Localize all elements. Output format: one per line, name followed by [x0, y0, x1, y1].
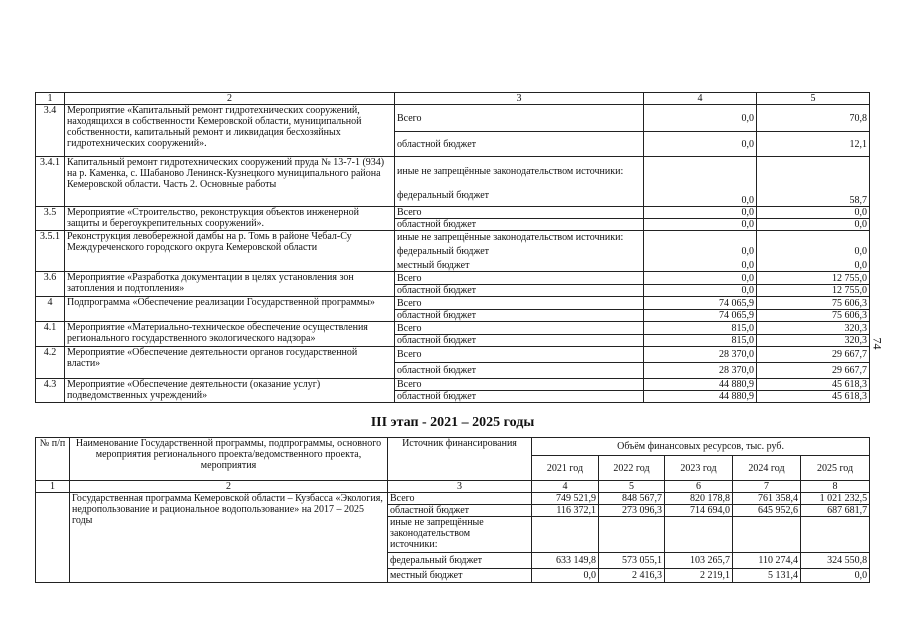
funding-table-stage2	[35, 92, 870, 403]
col-number: 1	[36, 93, 65, 105]
row-name: Мероприятие «Материально-техническое обеспечение осуществления регионального государственного экологического надзора»	[65, 322, 395, 347]
source-cell: Всего	[395, 379, 644, 391]
source-cell: областной бюджет	[395, 285, 644, 297]
row-number: 4.2	[36, 347, 65, 379]
value-cell: 0,0	[801, 569, 870, 583]
value-cell: 0,0	[644, 272, 757, 285]
value-cell: 0,0	[644, 285, 757, 297]
value-cell	[644, 231, 757, 272]
source-cell: областной бюджет	[388, 505, 532, 517]
source-cell	[395, 157, 644, 207]
col-number: 3	[395, 93, 644, 105]
value-cell: 12 755,0	[757, 285, 870, 297]
value-cell: 0,0	[644, 105, 757, 132]
source-cell: Всего	[395, 207, 644, 219]
value-cell: 75 606,3	[757, 310, 870, 322]
value-cell	[757, 231, 870, 272]
value-cell: 0,0	[757, 207, 870, 219]
value-cell	[532, 517, 599, 553]
value-cell: 633 149,8	[532, 553, 599, 569]
source-cell: областной бюджет	[395, 391, 644, 403]
row-name: Мероприятие «Капитальный ремонт гидротехнических сооружений, находящихся в собственности Кемеровской области, муниципальной собственности, капитальный ремонт и ликвидация бесхозяйных гидротехнических сооружений».	[65, 105, 395, 157]
source-cell	[395, 231, 644, 272]
source-cell: Всего	[395, 347, 644, 363]
value-cell: 28 370,0	[644, 363, 757, 379]
program-name: Государственная программа Кемеровской области – Кузбасса «Экология, недропользование и рациональное водопользование» на 2017 – 2025 годы	[70, 493, 388, 583]
value-cell: 103 265,7	[665, 553, 733, 569]
value-cell: 75 606,3	[757, 297, 870, 310]
row-name: Мероприятие «Обеспечение деятельности органов государственной власти»	[65, 347, 395, 379]
column-number-row	[36, 93, 870, 105]
col-number: 4	[644, 93, 757, 105]
value-cell: 116 372,1	[532, 505, 599, 517]
col-number: 4	[532, 481, 599, 493]
row-number: 3.5.1	[36, 231, 65, 272]
value-cell: 29 667,7	[757, 347, 870, 363]
row-number: 3.4.1	[36, 157, 65, 207]
source-cell: местный бюджет	[388, 569, 532, 583]
value-cell: 58,7	[757, 157, 870, 207]
value-cell: 0,0	[644, 157, 757, 207]
table-row	[36, 207, 870, 219]
value-line: 0,0	[854, 246, 867, 257]
table-row	[36, 322, 870, 335]
header-year: 2021 год	[532, 456, 599, 481]
row-name: Мероприятие «Разработка документации в целях установления зон затопления и подтопления»	[65, 272, 395, 297]
value-cell	[801, 517, 870, 553]
value-cell: 12 755,0	[757, 272, 870, 285]
col-number: 3	[388, 481, 532, 493]
source-line: федеральный бюджет	[397, 189, 490, 201]
col-number: 5	[599, 481, 665, 493]
value-cell: 5 131,4	[733, 569, 801, 583]
value-cell: 0,0	[532, 569, 599, 583]
value-cell: 320,3	[757, 322, 870, 335]
value-line: 0,0	[741, 260, 754, 271]
row-number: 3.4	[36, 105, 65, 157]
source-cell	[388, 517, 532, 553]
table-row	[36, 347, 870, 363]
value-cell: 28 370,0	[644, 347, 757, 363]
value-cell: 0,0	[644, 132, 757, 157]
header-year: 2025 год	[801, 456, 870, 481]
header-year: 2022 год	[599, 456, 665, 481]
value-cell: 44 880,9	[644, 391, 757, 403]
table-row	[36, 272, 870, 285]
header-source: Источник финансирования	[388, 438, 532, 481]
value-cell: 70,8	[757, 105, 870, 132]
source-cell: Всего	[395, 272, 644, 285]
page-number: 74	[870, 337, 885, 350]
source-line: источники:	[390, 539, 438, 550]
header-year: 2023 год	[665, 456, 733, 481]
value-cell: 45 618,3	[757, 391, 870, 403]
value-cell: 749 521,9	[532, 493, 599, 505]
source-line: законодательством	[390, 528, 471, 539]
source-line: иные не запрещённые законодательством источники:	[397, 232, 624, 243]
table-row	[36, 105, 870, 132]
row-name: Мероприятие «Обеспечение деятельности (оказание услуг) подведомственных учреждений»	[65, 379, 395, 403]
source-cell: областной бюджет	[395, 335, 644, 347]
table-row	[36, 379, 870, 391]
source-cell: областной бюджет	[395, 219, 644, 231]
col-number: 6	[665, 481, 733, 493]
source-cell: областной бюджет	[395, 363, 644, 379]
value-cell: 815,0	[644, 335, 757, 347]
stage-title: III этап - 2021 – 2025 годы	[370, 415, 535, 430]
value-cell: 0,0	[644, 207, 757, 219]
value-cell: 848 567,7	[599, 493, 665, 505]
value-cell: 320,3	[757, 335, 870, 347]
value-cell: 761 358,4	[733, 493, 801, 505]
value-cell: 714 694,0	[665, 505, 733, 517]
source-line: федеральный бюджет	[397, 246, 490, 257]
row-name: Капитальный ремонт гидротехнических сооружений пруда № 13-7-1 (934) на р. Каменка, с. Шабаново Ленинск-Кузнецкого муниципального района Кемеровской области. Часть 2. Основные работы	[65, 157, 395, 207]
col-number: 1	[36, 481, 70, 493]
table-row	[36, 297, 870, 310]
col-number: 2	[70, 481, 388, 493]
row-number: 3.6	[36, 272, 65, 297]
value-cell: 2 416,3	[599, 569, 665, 583]
source-cell: Всего	[395, 297, 644, 310]
row-number: 4.1	[36, 322, 65, 347]
col-number: 2	[65, 93, 395, 105]
value-cell: 74 065,9	[644, 310, 757, 322]
row-number: 4	[36, 297, 65, 322]
value-cell: 687 681,7	[801, 505, 870, 517]
value-cell: 820 178,8	[665, 493, 733, 505]
value-cell: 0,0	[644, 219, 757, 231]
source-cell: Всего	[395, 322, 644, 335]
source-line: местный бюджет	[397, 260, 470, 271]
value-line: 0,0	[741, 246, 754, 257]
table-row	[36, 157, 870, 207]
source-cell: Всего	[395, 105, 644, 132]
header-volume: Объём финансовых ресурсов, тыс. руб.	[532, 438, 870, 456]
value-cell	[665, 517, 733, 553]
table-row	[36, 493, 870, 505]
header-year: 2024 год	[733, 456, 801, 481]
value-cell: 573 055,1	[599, 553, 665, 569]
row-name: Реконструкция левобережной дамбы на р. Томь в районе Чебал-Су Междуреченского городского округа Кемеровской области	[65, 231, 395, 272]
col-number: 7	[733, 481, 801, 493]
value-cell: 645 952,6	[733, 505, 801, 517]
value-cell: 815,0	[644, 322, 757, 335]
source-cell: областной бюджет	[395, 132, 644, 157]
header-row	[36, 438, 870, 456]
value-cell: 1 021 232,5	[801, 493, 870, 505]
value-cell: 29 667,7	[757, 363, 870, 379]
value-cell: 12,1	[757, 132, 870, 157]
col-number: 5	[757, 93, 870, 105]
funding-table-stage3	[35, 437, 870, 583]
source-cell: областной бюджет	[395, 310, 644, 322]
value-cell: 324 550,8	[801, 553, 870, 569]
value-cell: 74 065,9	[644, 297, 757, 310]
value-cell: 2 219,1	[665, 569, 733, 583]
value-line: 0,0	[854, 260, 867, 271]
source-cell: Всего	[388, 493, 532, 505]
row-number: 3.5	[36, 207, 65, 231]
source-line: иные не запрещённые законодательством источники:	[397, 165, 624, 177]
column-number-row	[36, 481, 870, 493]
header-name: Наименование Государственной программы, подпрограммы, основного мероприятия регионального проекта/ведомственного проекта, мероприятия	[70, 438, 388, 481]
row-number: 4.3	[36, 379, 65, 403]
source-line: иные не запрещённые	[390, 517, 484, 528]
row-name: Подпрограмма «Обеспечение реализации Государственной программы»	[65, 297, 395, 322]
header-num: № п/п	[36, 438, 70, 481]
value-cell: 45 618,3	[757, 379, 870, 391]
col-number: 8	[801, 481, 870, 493]
value-cell: 273 096,3	[599, 505, 665, 517]
value-cell	[733, 517, 801, 553]
value-cell: 0,0	[757, 219, 870, 231]
value-cell	[599, 517, 665, 553]
table-row	[36, 231, 870, 272]
source-cell: федеральный бюджет	[388, 553, 532, 569]
row-number	[36, 493, 70, 583]
value-cell: 44 880,9	[644, 379, 757, 391]
row-name: Мероприятие «Строительство, реконструкция объектов инженерной защиты и берегоукрепительных сооружений».	[65, 207, 395, 231]
value-cell: 110 274,4	[733, 553, 801, 569]
